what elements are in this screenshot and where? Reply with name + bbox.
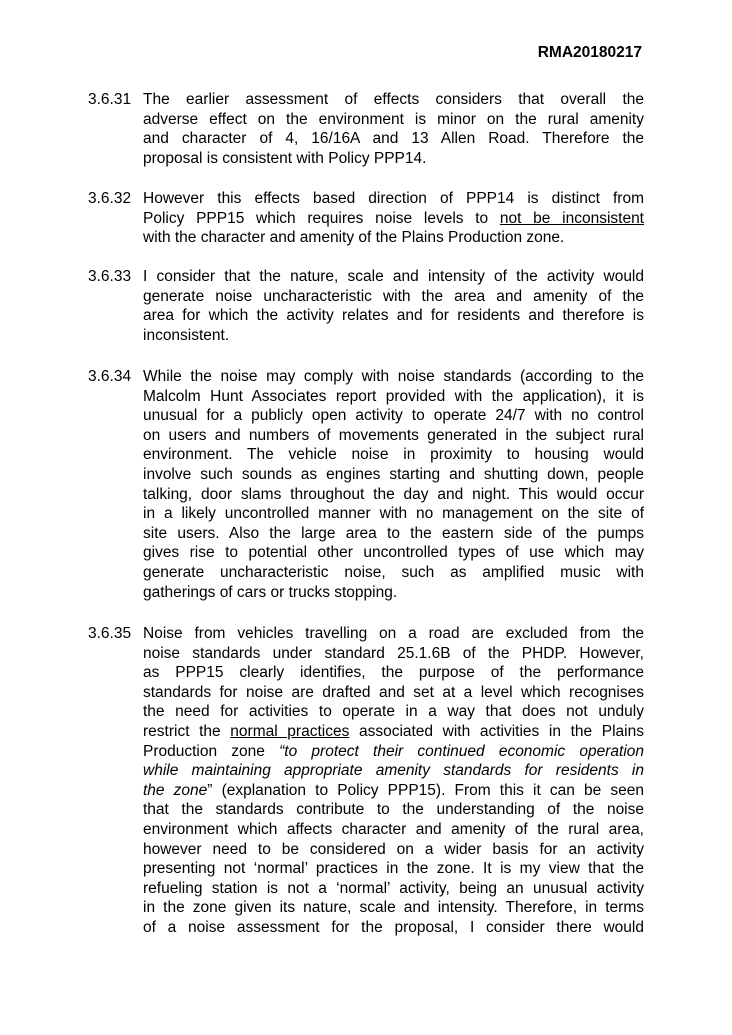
underlined-text: normal practices [230,722,350,740]
paragraph-number: 3.6.31 [88,91,132,108]
italic-quote: while maintaining appropriate amenity standards for residents in [143,762,644,780]
text-line: gatherings of cars or trucks stopping. [143,583,398,601]
text-line: environment. The vehicle noise in proximity to housing would [143,446,644,464]
text-line: site users. Also the large area to the eastern side of the pumps [143,524,644,542]
italic-quote: the zone [143,781,208,799]
text-run: Policy PPP15 which requires noise levels to [143,209,500,227]
text-line: environment which affects character and amenity of the rural area, [143,820,644,838]
text-line [143,742,644,762]
text-line: inconsistent. [143,326,230,344]
text-line: proposal is consistent with Policy PPP14. [143,149,427,167]
text-line: in the zone given its nature, scale and intensity. Therefore, in terms [143,899,644,917]
text-line: I consider that the nature, scale and intensity of the activity would [143,268,644,285]
text-line: that the standards contribute to the understanding of the noise [143,801,644,819]
text-line [143,209,644,229]
text-line: with the character and amenity of the Plains Production zone. [143,229,565,247]
paragraph-number: 3.6.32 [88,190,132,207]
text-line: on users and numbers of movements generated in the subject rural [143,426,644,444]
paragraph-text [143,624,644,938]
text-line: The earlier assessment of effects considers that overall the [143,91,644,108]
text-line: While the noise may comply with noise standards (according to the [143,368,644,385]
paragraph-text [143,367,644,602]
paragraph-3-6-34 [88,367,644,602]
text-line: However this effects based direction of PPP14 is distinct from [143,190,644,207]
text-run: restrict the [143,722,231,740]
text-line: noise standards under standard 25.1.6B of the PHDP. However, [143,644,644,662]
text-line: generate uncharacteristic noise, such as amplified music with [143,563,644,581]
text-line: in a likely uncontrolled manner with no management on the site of [143,505,644,523]
paragraph-3-6-33 [88,267,644,345]
text-line: unusual for a publicly open activity to operate 24/7 with no control [143,407,644,425]
text-line: refueling station is not a ‘normal’ activity, being an unusual activity [143,879,644,897]
text-line: of a noise assessment for the proposal, I consider there would [143,918,644,936]
text-run: ” (explanation to Policy PPP15). From this it can be seen [207,781,645,799]
text-line: gives rise to potential other uncontrolled types of use which may [143,544,644,562]
text-line: however need to be considered on a wider basis for an activity [143,840,644,858]
document-reference: RMA20180217 [537,44,642,61]
paragraph-text [143,189,644,248]
text-line: area for which the activity relates and for residents and therefore is [143,307,644,325]
text-line: adverse effect on the environment is minor on the rural amenity [143,110,644,128]
text-line: as PPP15 clearly identifies, the purpose of the performance [143,664,644,682]
text-run: associated with activities in the Plains [349,722,644,740]
text-run: Production zone [143,742,280,760]
text-line: generate noise uncharacteristic with the area and amenity of the [143,287,644,305]
text-line: involve such sounds as engines starting and shutting down, people [143,465,644,483]
paragraph-text [143,267,644,345]
text-line: the need for activities to operate in a way that does not unduly [143,703,644,721]
underlined-text: not be inconsistent [499,209,644,227]
text-line [143,781,644,801]
text-line: and character of 4, 16/16A and 13 Allen Road. Therefore the [143,130,644,148]
text-line: Malcolm Hunt Associates report provided with the application), it is [143,387,644,405]
paragraph-3-6-32 [88,189,644,248]
text-line: Noise from vehicles travelling on a road are excluded from the [143,625,644,642]
paragraph-3-6-31 [88,90,644,168]
text-line [143,761,644,781]
italic-quote: “to protect their continued economic operation [279,742,645,760]
text-line: presenting not ‘normal’ practices in the zone. It is my view that the [143,860,644,878]
paragraph-number: 3.6.33 [88,268,132,285]
paragraph-number: 3.6.34 [88,368,132,385]
text-line: standards for noise are drafted and set at a level which recognises [143,683,644,701]
paragraph-number: 3.6.35 [88,625,132,642]
paragraph-3-6-35 [88,624,644,938]
text-line: talking, door slams throughout the day and night. This would occur [143,485,644,503]
text-line [143,722,644,742]
paragraph-text [143,90,644,168]
